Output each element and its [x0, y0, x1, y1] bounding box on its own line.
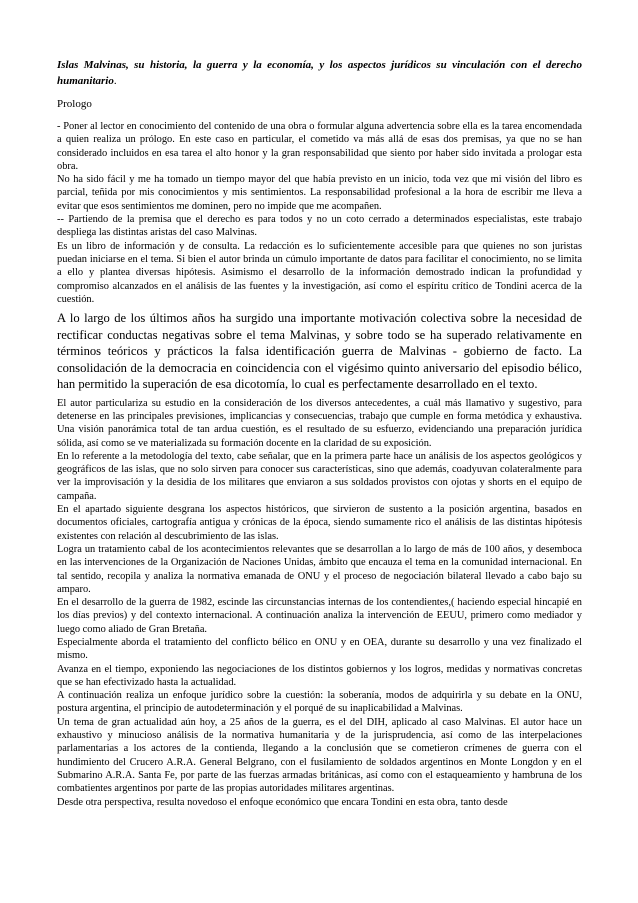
- section-heading-prologo: Prologo: [57, 98, 92, 110]
- paragraph: A continuación realiza un enfoque jurídico sobre la cuestión: la soberanía, modos de adquirirla y su debate en la ONU, postura argentina, el principio de autodeterminación y el porqué de su inaplicabilidad a Malvinas.: [57, 690, 582, 715]
- paragraph: En el desarrollo de la guerra de 1982, escinde las circunstancias internas de los contendientes,( haciendo especial hincapié en los días previos) y del contexto internacional. A continuación analiza la intervención de EEUU, primero como mediador y luego como aliado de Gran Bretaña.: [57, 597, 582, 635]
- paragraph: Desde otra perspectiva, resulta novedoso el enfoque económico que encara Tondini en esta obra, tanto desde: [57, 796, 508, 808]
- paragraph: Es un libro de información y de consulta. La redacción es lo suficientemente accesible para que quienes no son juristas puedan iniciarse en el tema. Si bien el autor brinda un cúmulo importante de datos para facilitar el conocimiento, no se limita a ello y plantea diversas hipótesis. Asimismo el desarrollo de la información demostrado indican la profundidad y compromiso alcanzados en el análisis de las fuentes y la investigación, así como el espíritu crítico de Tondini acerca de la cuestión.: [57, 240, 582, 305]
- paragraph: En lo referente a la metodología del texto, cabe señalar, que en la primera parte hace un análisis de los aspectos geológicos y geográficos de las islas, que no solo sirven para conocer sus características, sino que además, coadyuvan colateralmente para ver la improvisación y la desidia de los militares que enviaron a sus soldados provistos con ojotas y shorts en el equipo de campaña.: [57, 450, 582, 502]
- paragraph: -- Partiendo de la premisa que el derecho es para todos y no un coto cerrado a determinados especialistas, este trabajo despliega las distintas aristas del caso Malvinas.: [57, 214, 582, 239]
- paragraph: - Poner al lector en conocimiento del contenido de una obra o formular alguna advertencia sobre ella es la tarea encomendada a quien realiza un prólogo. En este caso en particular, el cometido va más allá de esas dos premisas, ya que no se han considerado incluidos en esa tarea el alto honor y la gran responsabilidad que siento por haber sido invitada a prologar esta obra.: [57, 121, 582, 172]
- paragraph: Especialmente aborda el tratamiento del conflicto bélico en ONU y en OEA, durante su desarrollo y una vez finalizado el mismo.: [57, 637, 582, 662]
- title-end: .: [113, 75, 117, 87]
- paragraph: El autor particulariza su estudio en la consideración de los diversos antecedentes, a cuál más llamativo y sugestivo, para detenerse en las principales previsiones, implicancias y consecuencias, trabajo que cumple en forma metódica y exhaustiva. Una visión panorámica total de tan ardua cuestión, es el resultado de su esfuerzo, evidenciando una preparación jurídica sólida, así como se ve materializada su formación docente en la claridad de su exposición.: [57, 397, 582, 449]
- paragraph: No ha sido fácil y me ha tomado un tiempo mayor del que había previsto en un inicio, toda vez que mi visión del libro es parcial, teñida por mis conocimientos y mis sentimientos. La responsabilidad profesional a la hora de escribir me lleva a evitar que esos sentimientos me dominen, pero no impide que me acompañen.: [57, 174, 582, 212]
- title-main: Islas Malvinas, su historia, la guerra y la economía, y los aspectos jurídicos su vinculación con el derecho humanitario: [57, 59, 582, 87]
- paragraph: Un tema de gran actualidad aún hoy, a 25 años de la guerra, es el del DIH, aplicado al caso Malvinas. El autor hace un exhaustivo y minucioso análisis de la normativa humanitaria y de la jurisprudencia, así como de las interpelaciones parlamentarias a los actores de la contienda, llegando a la conclusión que se cometieron crímenes de guerra con el hundimiento del Crucero A.R.A. General Belgrano, con el fusilamiento de soldados argentinos en Monte Longdon y en el Submarino A.R.A. Santa Fe, por parte de las fuerzas armadas británicas, así como con el estaqueamiento y hambruna de los combatientes argentinos por parte de las propias autoridades militares argentinas.: [57, 716, 582, 795]
- paragraph-large: A lo largo de los últimos años ha surgido una importante motivación colectiva sobre la necesidad de rectificar conductas negativas sobre el tema Malvinas, y sobre todo se ha superado relativamente en términos teóricos y prácticos la falsa identificación guerra de Malvinas - gobierno de facto. La consolidación de la democracia en coincidencia con el vigésimo quinto aniversario del episodio bélico, han permitido la superación de esa dicotomía, lo cual es perfectamente desarrollado en el texto.: [57, 311, 582, 392]
- document-title: [57, 57, 582, 89]
- paragraph: Avanza en el tiempo, exponiendo las negociaciones de los distintos gobiernos y los logros, medidas y normativas concretas que se han efectivizado hasta la actualidad.: [57, 663, 582, 688]
- document-page: [57, 57, 582, 809]
- paragraph: Logra un tratamiento cabal de los acontecimientos relevantes que se desarrollan a lo largo de más de 100 años, y desemboca en las intervenciones de la Organización de Naciones Unidas, ámbito que encauza el tema en la comunidad internacional. En tal sentido, recopila y analiza la normativa emanada de ONU y el proceso de negociación bilateral llevado a cabo bajo su amparo.: [57, 543, 582, 595]
- paragraph: En el apartado siguiente desgrana los aspectos históricos, que sirvieron de sustento a la posición argentina, basados en documentos oficiales, cartografía antigua y crónicas de la época, siendo sumamente rico el análisis de las distintas hipótesis existentes con relación al descubrimiento de las islas.: [57, 504, 582, 542]
